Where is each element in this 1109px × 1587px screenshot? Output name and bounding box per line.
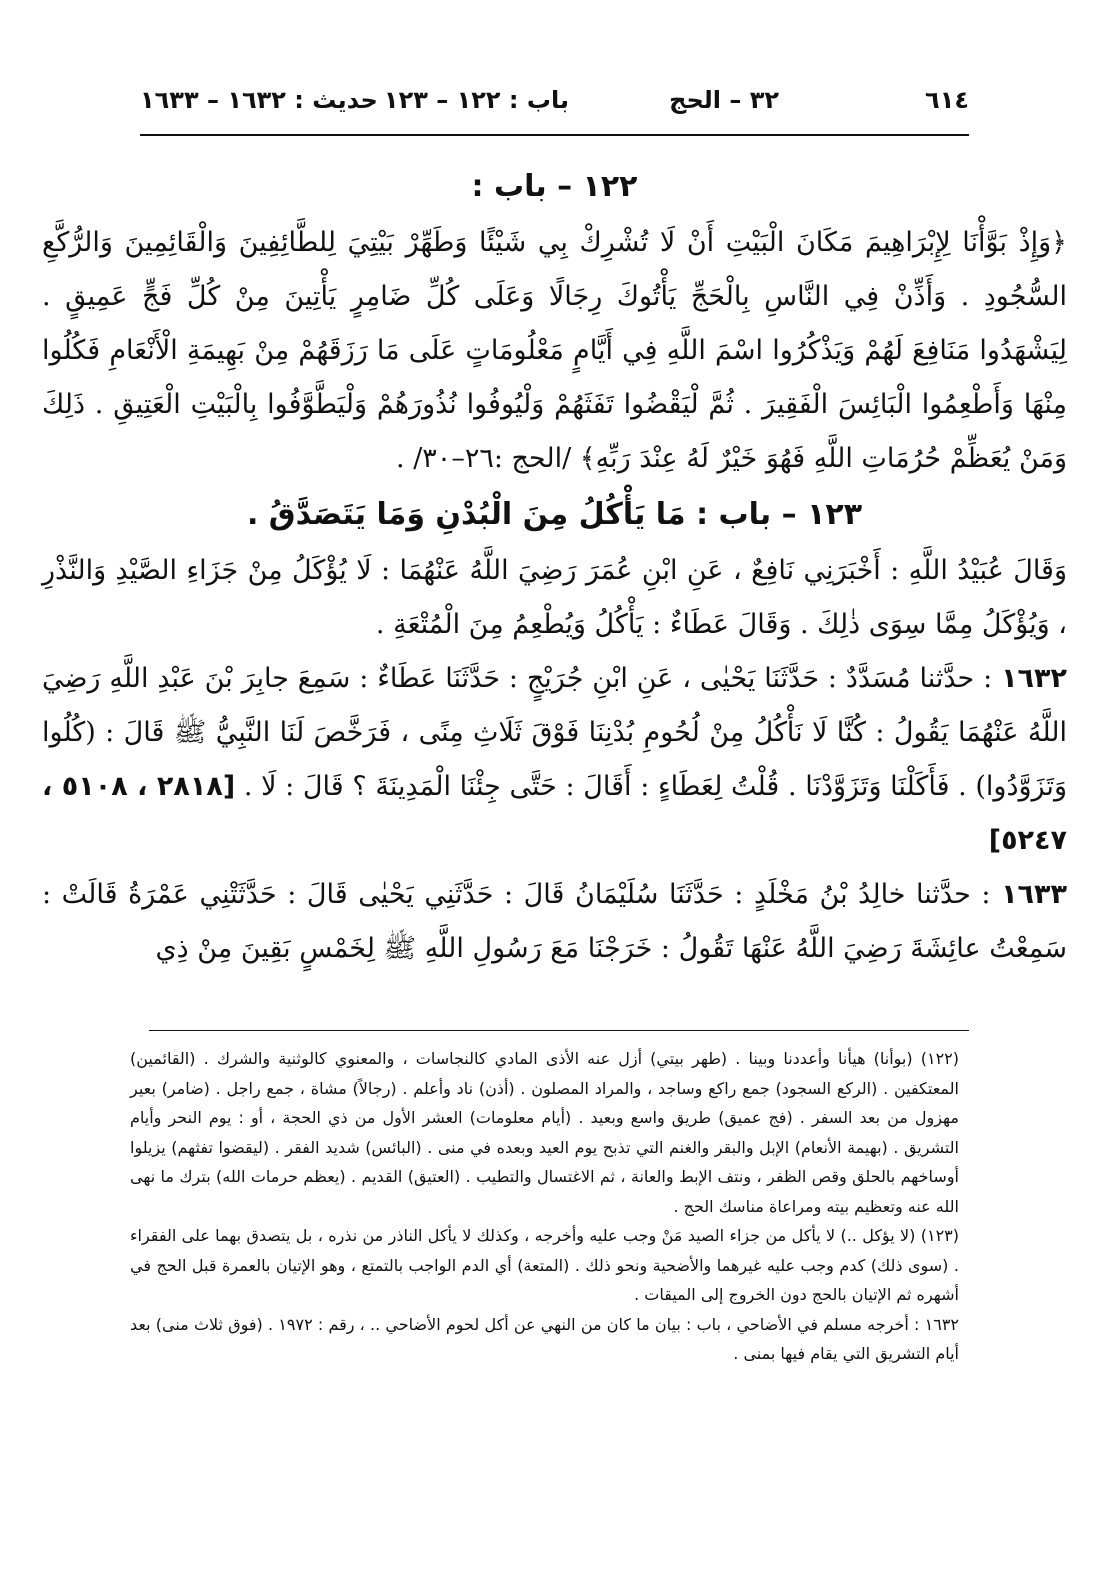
hadith-range: حديث : ١٦٣٢ – ١٦٣٣ — [140, 86, 378, 114]
page-number: ٦١٤ — [925, 86, 969, 114]
footnote-122: (١٢٢) (بوأنا) هيأنا وأعددنا وبينا . (طهر بيتي) أزل عنه الأذى المادي كالنجاسات ، والمعنوي كالوثنية والشرك . (القائمين) المعتكفين . (الركع السجود) جمع راكع وساجد ، والمراد المصلون . (أذن) ناد وأعلم . (رجالاً) مشاة ، جمع راجل . (ضامر) بعير مهزول من بعد السفر . (فج عميق) طريق واسع وبعيد . (أيام معلومات) العشر الأول من ذي الحجة ، أو : يوم النحر وأيام التشريق . (بهيمة الأنعام) الإبل والبقر والغنم التي تذبح يوم العيد وبعده في منى . (البائس) شديد الفقر . (ليقضوا تفثهم) يزيلوا أوساخهم بالحلق وقص الظفر ، ونتف الإبط والعانة ، ثم الاغتسال والتطيب . (العتيق) القديم . (يعظم حرمات الله) بترك ما نهى الله عنه وتعظيم بيته ومراعاة مناسك الحج . — [130, 1049, 959, 1216]
bab-123-text: وَقَالَ عُبَيْدُ اللَّهِ : أَخْبَرَنِي نَافِعٌ ، عَنِ ابْنِ عُمَرَ رَضِيَ اللَّهُ عَنْهُمَا : لَا يُؤْكَلُ مِنْ جَزَاءِ الصَّيْدِ وَالنَّذْرِ ، وَيُؤْكَلُ مِمَّا سِوَى ذٰلِكَ . وَقَالَ عَطَاءٌ : يَأْكُلُ وَيُطْعِمُ مِنَ الْمُتْعَةِ . — [42, 555, 1067, 640]
header-divider — [140, 134, 969, 136]
bab-122-heading: ١٢٢ – باب : — [471, 169, 638, 204]
footnote-123: (١٢٣) (لا يؤكل ..) لا يأكل من جزاء الصيد مَنْ وجب عليه وأخرجه ، وكذلك لا يأكل الناذر من نذره ، بل يتصدق بهما على الفقراء . (سوى ذلك) كدم وجب عليه غيرهما والأضحية ونحو ذلك . (المتعة) أي الدم الواجب بالتمتع ، وهو الإتيان بالعمرة قبل الحج في أشهره ثم الإتيان بالحج دون الخروج إلى الميقات . — [130, 1226, 959, 1304]
hadith-1633-text: : حدَّثنا خالِدُ بْنُ مَخْلَدٍ : حَدَّثَنَا سُلَيْمَانُ قَالَ : حَدَّثَنِي يَحْيٰى قَالَ : حَدَّثَتْنِي عَمْرَةُ قَالَتْ : سَمِعْتُ عائِشَةَ رَضِيَ اللَّهُ عَنْهَا تَقُولُ : خَرَجْنَا مَعَ رَسُولِ اللَّهِ ﷺ لِخَمْسٍ بَقِينَ مِنْ ذِي — [42, 879, 1067, 964]
bab-123-heading: ١٢٣ – باب : مَا يَأْكُلُ مِنَ الْبُدْنِ وَمَا يَتَصَدَّقُ . — [246, 497, 863, 532]
main-text — [42, 158, 1067, 976]
hadith-1632-number: ١٦٣٢ — [1001, 663, 1067, 694]
hadith-1632-cross-refs: [٢٨١٨ ، ٥١٠٨ ، ٥٢٤٧] — [42, 771, 1067, 856]
running-head — [140, 78, 969, 122]
hadith-1633 — [42, 868, 1067, 976]
footnote-divider — [149, 1030, 969, 1031]
bab-range: باب : ١٢٢ – ١٢٣ — [383, 86, 569, 114]
book-title: ٣٢ – الحج — [669, 86, 779, 114]
bab-122-quran-text: ﴿وَإِذْ بَوَّأْنَا لِإِبْرَاهِيمَ مَكَانَ الْبَيْتِ أَنْ لَا تُشْرِكْ بِي شَيْئًا وَطَهِّرْ بَيْتِيَ لِلطَّائِفِينَ وَالْقَائِمِينَ وَالرُّكَّعِ السُّجُودِ . وَأَذِّنْ فِي النَّاسِ بِالْحَجِّ يَأْتُوكَ رِجَالًا وَعَلَى كُلِّ ضَامِرٍ يَأْتِينَ مِنْ كُلِّ فَجٍّ عَمِيقٍ . لِيَشْهَدُوا مَنَافِعَ لَهُمْ وَيَذْكُرُوا اسْمَ اللَّهِ فِي أَيَّامٍ مَعْلُومَاتٍ عَلَى مَا رَزَقَهُمْ مِنْ بَهِيمَةِ الْأَنْعَامِ فَكُلُوا مِنْهَا وَأَطْعِمُوا الْبَائِسَ الْفَقِيرَ . ثُمَّ لْيَقْضُوا تَفَثَهُمْ وَلْيُوفُوا نُذُورَهُمْ وَلْيَطَّوَّفُوا بِالْبَيْتِ الْعَتِيقِ . ذَلِكَ وَمَنْ يُعَظِّمْ حُرُمَاتِ اللَّهِ فَهُوَ خَيْرٌ لَهُ عِنْدَ رَبِّهِ﴾ /الحج :٢٦–٣٠/ . — [42, 227, 1067, 474]
footnote-1632: ١٦٣٢ : أخرجه مسلم في الأضاحي ، باب : بيان ما كان من النهي عن أكل لحوم الأضاحي .. ، رقم : ١٩٧٢ . (فوق ثلاث منى) بعد أيام التشريق التي يقام فيها بمنى . — [130, 1314, 959, 1363]
hadith-1633-number: ١٦٣٣ — [1001, 879, 1067, 910]
hadith-1632 — [42, 652, 1067, 868]
hadith-1632-text: : حدَّثنا مُسَدَّدٌ : حَدَّثَنَا يَحْيٰى ، عَنِ ابْنِ جُرَيْجٍ : حَدَّثَنَا عَطَاءٌ : سَمِعَ جابِرَ بْنَ عَبْدِ اللَّهِ رَضِيَ اللَّهُ عَنْهُمَا يَقُولُ : كُنَّا لَا نَأْكُلُ مِنْ لُحُومِ بُدْنِنَا فَوْقَ ثَلَاثِ مِنًى ، فَرَخَّصَ لَنَا النَّبِيُّ ﷺ قَالَ : (كُلُوا وَتَزَوَّدُوا) . فَأَكَلْنَا وَتَزَوَّدْنَا . قُلْتُ لِعَطَاءٍ : أَقَالَ : حَتَّى جِئْنَا الْمَدِينَةَ ؟ قَالَ : لَا . — [42, 663, 1067, 802]
footnotes — [130, 1044, 959, 1369]
